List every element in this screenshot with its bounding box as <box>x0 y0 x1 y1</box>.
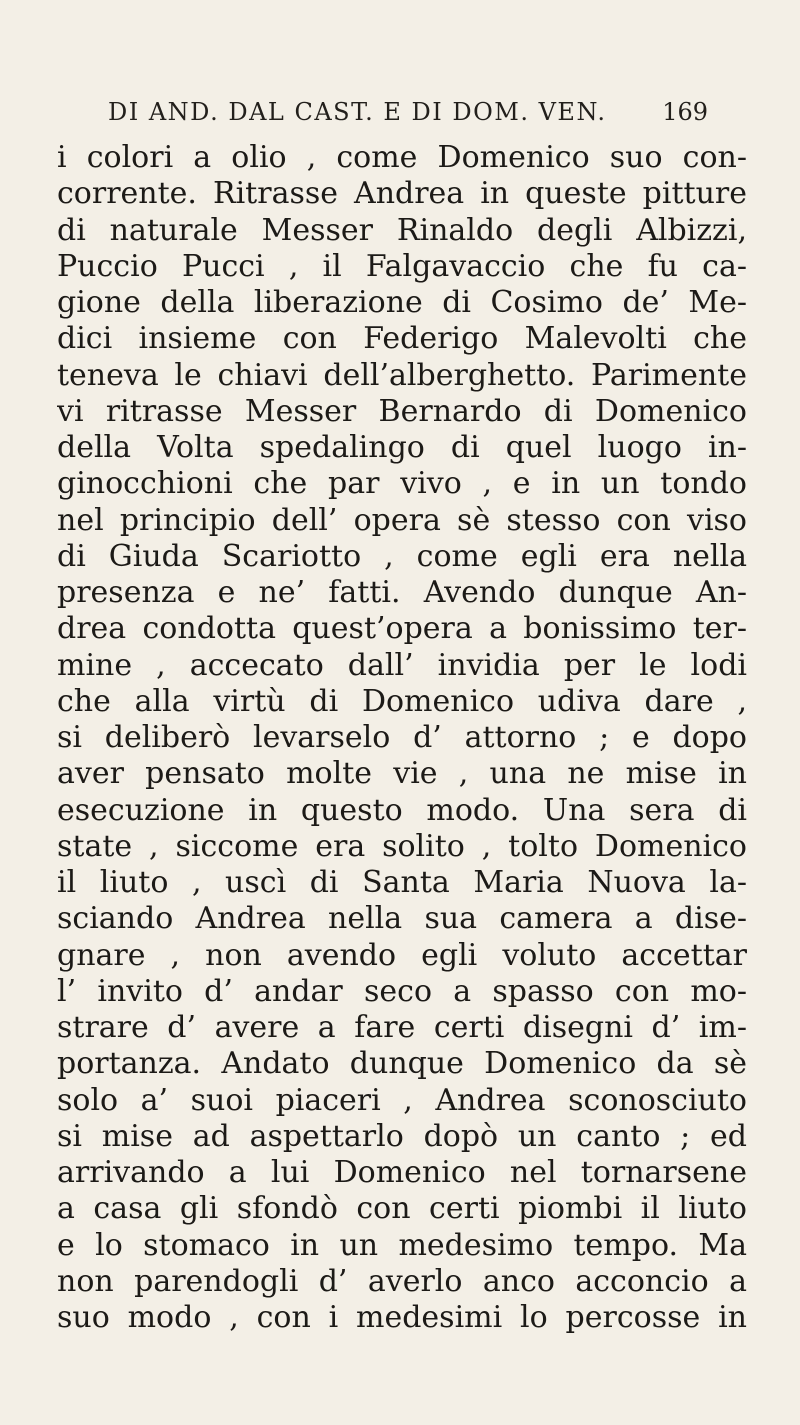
text-line: portanza. Andato dunque Domenico da sè <box>57 1046 747 1082</box>
text-line: il liuto , uscì di Santa Maria Nuova la- <box>57 865 747 900</box>
text-line: a casa gli sfondò con certi piombi il liuto <box>57 1191 747 1227</box>
text-line: presenza e ne’ fatti. Avendo dunque An- <box>57 575 747 610</box>
text-line: state , siccome era solito , tolto Domenico <box>57 828 747 864</box>
text-line: teneva le chiavi dell’alberghetto. Parimente <box>57 357 747 393</box>
text-line: strare d’ avere a fare certi disegni d’ im- <box>57 1010 747 1045</box>
text-line: nel principio dell’ opera sè stesso con viso <box>57 502 747 538</box>
text-line: l’ invito d’ andar seco a spasso con mo- <box>57 973 747 1009</box>
text-line: di naturale Messer Rinaldo degli Albizzi, <box>57 212 747 248</box>
text-line: suo modo , con i medesimi lo percosse in <box>57 1300 747 1335</box>
text-line: di Giuda Scariotto , come egli era nella <box>57 538 747 574</box>
text-line: aver pensato molte vie , una ne mise in <box>57 756 747 792</box>
text-line: e lo stomaco in un medesimo tempo. Ma <box>57 1227 747 1263</box>
text-line: sciando Andrea nella sua camera a dise- <box>57 901 747 937</box>
running-title: DI AND. DAL CAST. E DI DOM. VEN. <box>108 98 607 126</box>
text-line: si mise ad aspettarlo dopò un canto ; ed <box>57 1118 747 1154</box>
text-line: Puccio Pucci , il Falgavaccio che fu ca- <box>57 248 747 284</box>
text-line: gnare , non avendo egli voluto accettar <box>57 937 747 973</box>
text-line: della Volta spedalingo di quel luogo in- <box>57 430 747 465</box>
body-text <box>57 140 747 1336</box>
text-line: dici insieme con Federigo Malevolti che <box>57 321 747 357</box>
text-line: vi ritrasse Messer Bernardo di Domenico <box>57 393 747 429</box>
text-line: si deliberò levarselo d’ attorno ; e dopo <box>57 720 747 755</box>
text-line: ginocchioni che par vivo , e in un tondo <box>57 466 747 502</box>
text-line: che alla virtù di Domenico udiva dare , <box>57 683 747 719</box>
text-line: solo a’ suoi piaceri , Andrea sconosciuto <box>57 1082 747 1118</box>
text-line: non parendogli d’ averlo anco acconcio a <box>57 1263 747 1299</box>
text-line: gione della liberazione di Cosimo de’ Me- <box>57 285 747 320</box>
text-line: i colori a olio , come Domenico suo con- <box>57 140 747 175</box>
text-line: drea condotta quest’opera a bonissimo ter- <box>57 611 747 647</box>
text-line: mine , accecato dall’ invidia per le lodi <box>57 647 747 683</box>
text-line: esecuzione in questo modo. Una sera di <box>57 792 747 828</box>
text-line: arrivando a lui Domenico nel tornarsene <box>57 1155 747 1190</box>
text-line: corrente. Ritrasse Andrea in queste pitture <box>57 176 747 212</box>
running-header <box>108 98 708 138</box>
page-number: 169 <box>662 98 708 126</box>
